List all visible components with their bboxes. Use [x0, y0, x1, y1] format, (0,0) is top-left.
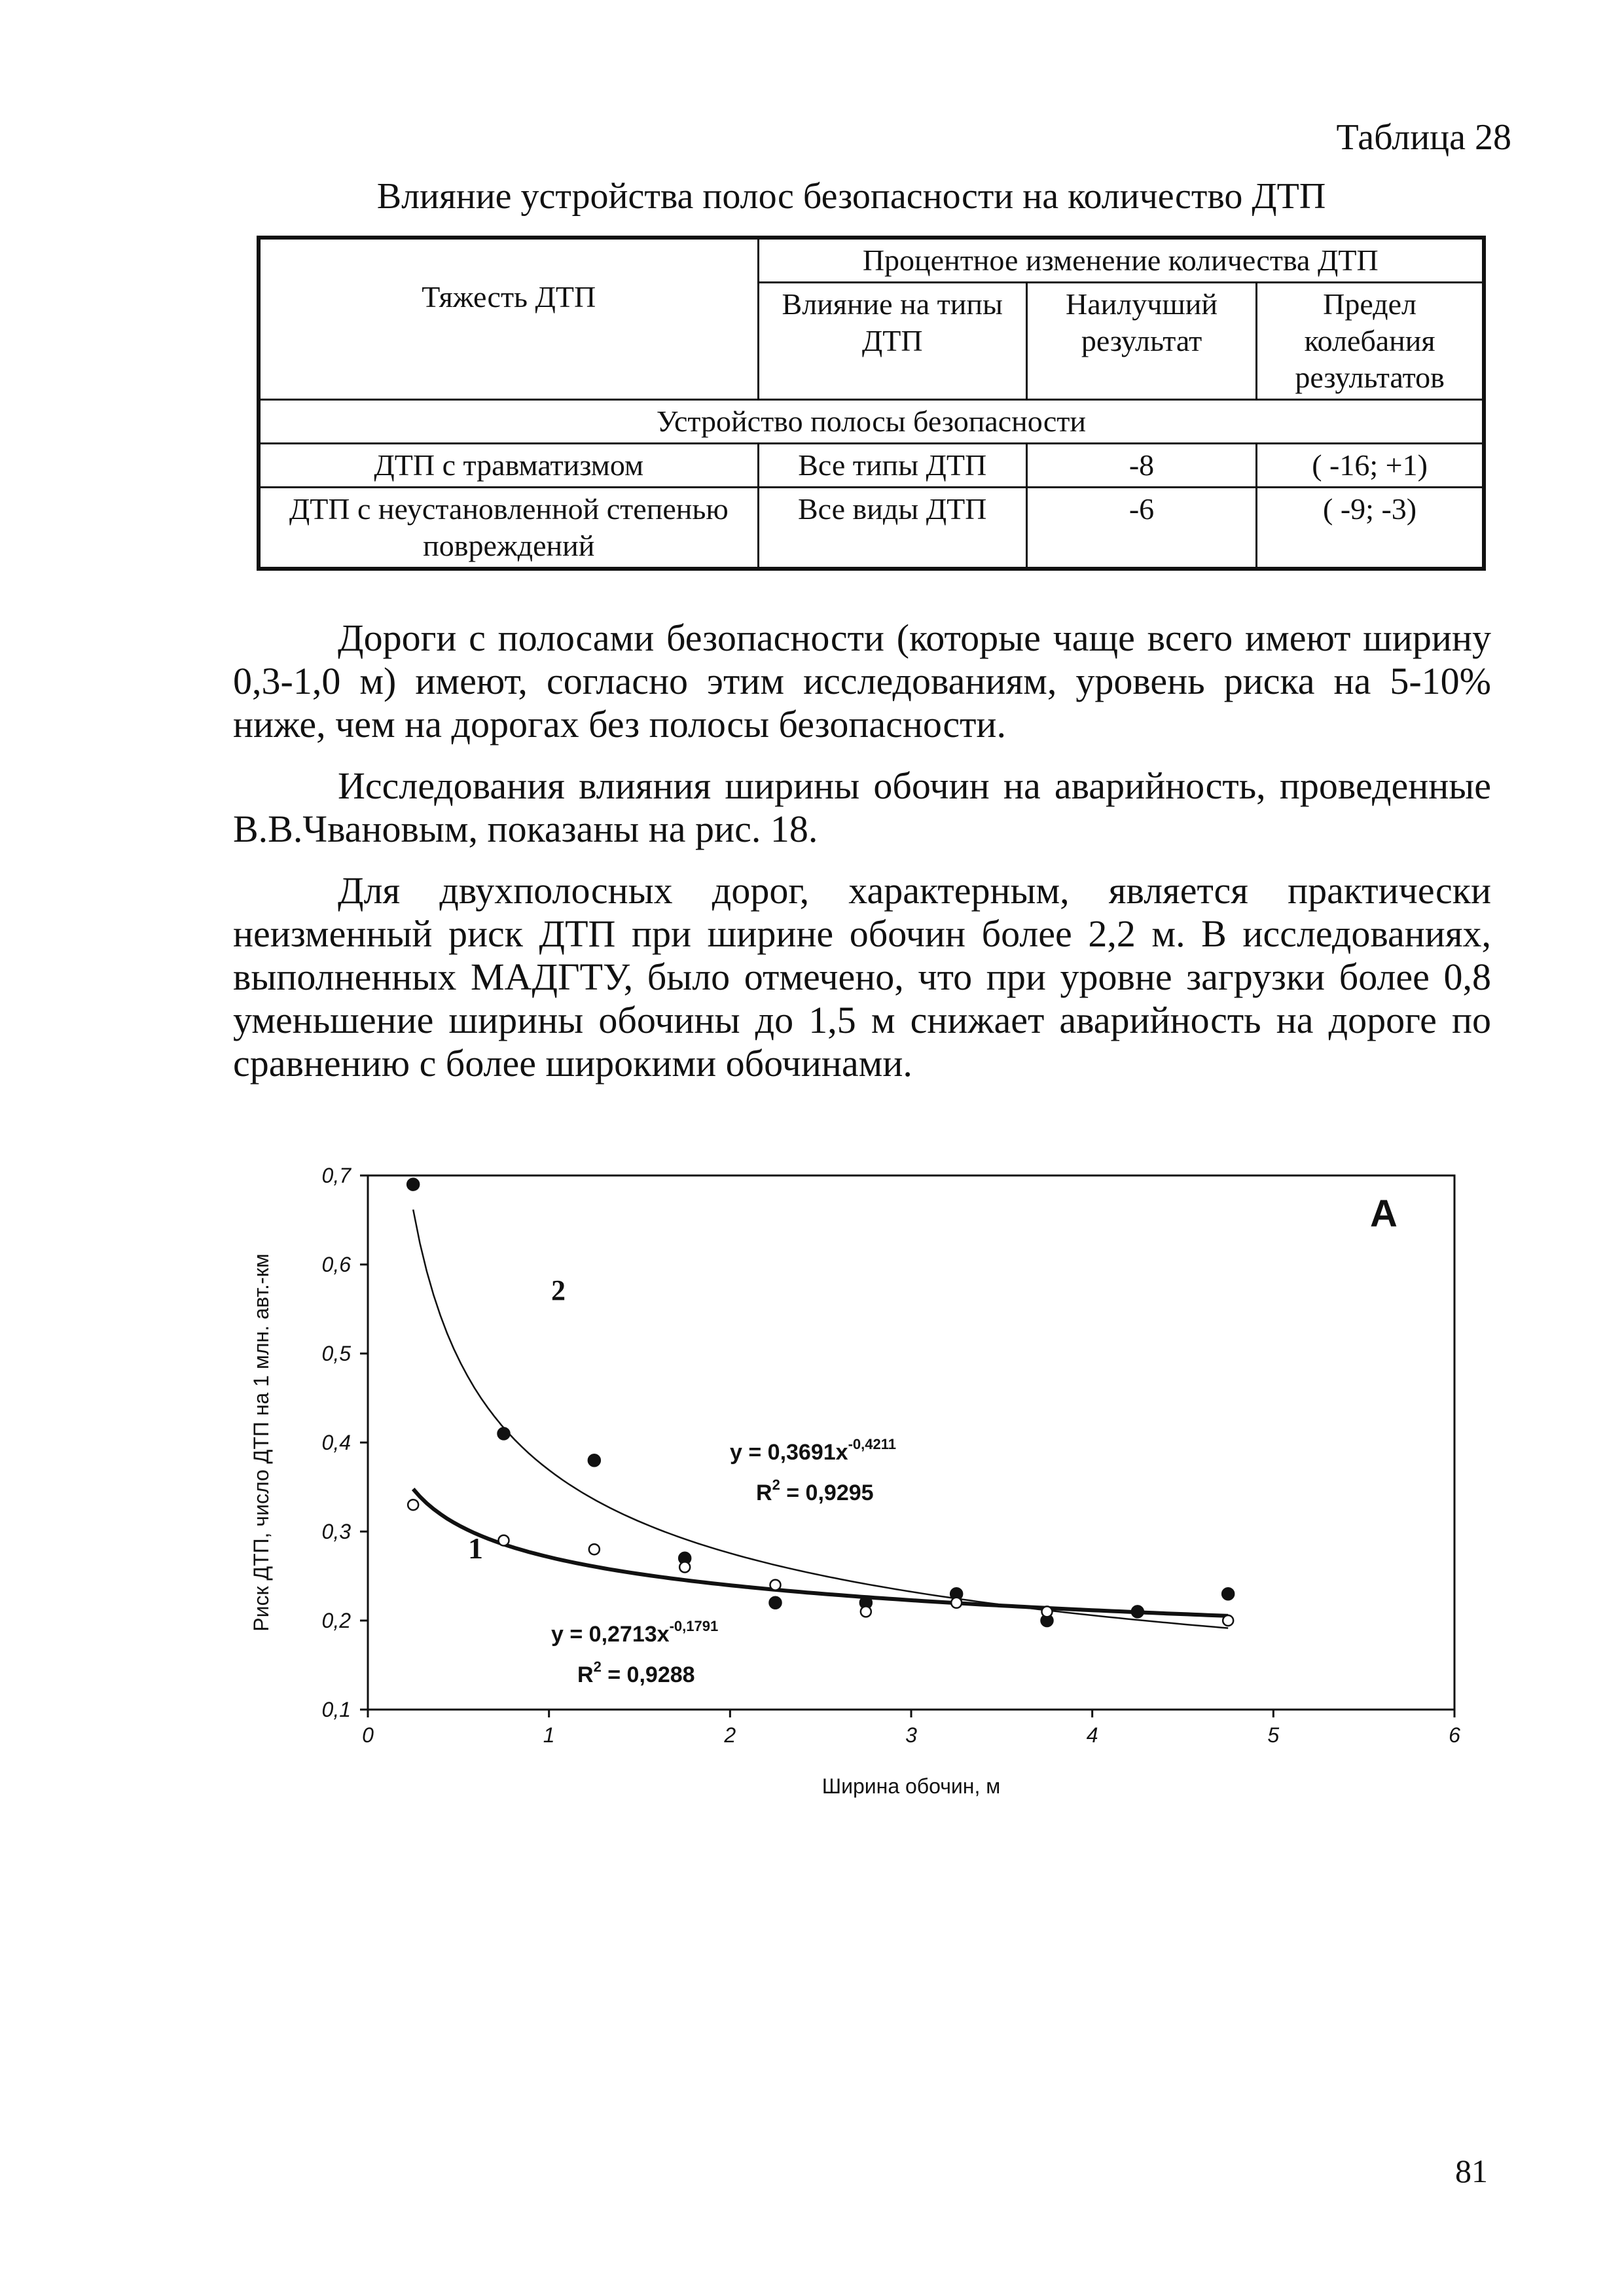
table-row [259, 488, 1484, 569]
cell-types: Все типы ДТП [758, 444, 1026, 488]
data-point-series-1 [408, 1499, 418, 1510]
data-point-series-2 [588, 1454, 600, 1466]
x-tick-label: 3 [905, 1723, 917, 1747]
page-number: 81 [1455, 2153, 1488, 2189]
panel-label: А [1370, 1193, 1398, 1235]
y-tick-label: 0,5 [321, 1342, 351, 1365]
header-types: Влияние на типы ДТП [758, 283, 1026, 400]
paragraph-1: Дороги с полосами безопасности (которые чаще всего имеют ширину 0,3-1,0 м) имеют, согласно этим исследованиям, уровень риска на 5-10% ниже, чем на дорогах без полосы безопасности. [233, 617, 1491, 745]
x-tick-label: 5 [1267, 1723, 1280, 1747]
equation-1-exponent: -0,1791 [669, 1618, 719, 1634]
section-row: Устройство полосы безопасности [259, 400, 1484, 444]
series-2-label: 2 [551, 1274, 566, 1306]
r2-1 [577, 1659, 695, 1687]
data-point-series-1 [679, 1562, 690, 1572]
cell-range: ( -16; +1) [1257, 444, 1484, 488]
r2-2-superscript: 2 [772, 1477, 780, 1493]
equation-2 [730, 1436, 896, 1465]
equation-1-base: y = 0,2713x [551, 1622, 670, 1647]
r2-2 [756, 1477, 874, 1505]
plot-area [368, 1175, 1454, 1710]
paragraph-3: Для двухполосных дорог, характерным, является практически неизменный риск ДТП при ширине обочин более 2,2 м. В исследованиях, выполненных МАДГТУ, было отмечено, что при уровне загрузки более 0,8 уменьшение ширины обочины до 1,5 м снижает аварийность на дороге по сравнению с более широкими обочинами. [233, 869, 1491, 1085]
y-tick-label: 0,6 [321, 1253, 351, 1276]
r2-2-base: R [756, 1480, 772, 1505]
equation-2-base: y = 0,3691x [730, 1440, 848, 1465]
paragraph-2: Исследования влияния ширины обочин на аварийность, проведенные В.В.Чвановым, показаны на рис. 18. [233, 764, 1491, 850]
data-point-series-1 [1042, 1606, 1053, 1617]
data-point-series-2 [407, 1179, 419, 1191]
data-point-series-1 [770, 1580, 781, 1590]
trend-line-series-2 [413, 1210, 1228, 1628]
cell-severity: ДТП с травматизмом [259, 444, 758, 488]
table-row [259, 444, 1484, 488]
data-point-series-1 [951, 1598, 962, 1608]
y-tick-label: 0,4 [321, 1431, 351, 1454]
series-1-label: 1 [468, 1532, 483, 1565]
header-range: Предел колебания результатов [1257, 283, 1484, 400]
data-point-series-2 [1132, 1605, 1144, 1617]
x-tick-label: 6 [1449, 1723, 1460, 1747]
r2-1-superscript: 2 [593, 1659, 602, 1675]
header-severity: Тяжесть ДТП [259, 238, 758, 400]
data-point-series-2 [498, 1427, 510, 1439]
data-point-series-2 [770, 1597, 782, 1609]
cell-severity: ДТП с неустановленной степенью повреждений [259, 488, 758, 569]
x-tick-label: 1 [543, 1723, 555, 1747]
y-axis-label: Риск ДТП, число ДТП на 1 млн. авт.-км [249, 1253, 273, 1632]
y-tick-label: 0,1 [321, 1698, 351, 1721]
cell-best: -8 [1026, 444, 1256, 488]
data-point-series-1 [499, 1535, 509, 1546]
x-tick-label: 4 [1086, 1723, 1098, 1747]
cell-best: -6 [1026, 488, 1256, 569]
x-tick-label: 2 [724, 1723, 736, 1747]
table-title: Влияние устройства полос безопасности на количество ДТП [376, 176, 1326, 217]
x-tick-label: 0 [362, 1723, 374, 1747]
data-point-series-1 [861, 1606, 871, 1617]
figure-18-chart [236, 1139, 1519, 1833]
y-tick-label: 0,7 [321, 1164, 351, 1187]
header-best: Наилучший результат [1026, 283, 1256, 400]
y-tick-label: 0,3 [321, 1520, 351, 1543]
data-point-series-2 [1222, 1588, 1234, 1600]
data-point-series-1 [1223, 1615, 1233, 1626]
header-change: Процентное изменение количества ДТП [758, 238, 1484, 283]
data-point-series-1 [589, 1544, 600, 1554]
r2-1-value: = 0,9288 [601, 1662, 695, 1687]
r2-1-base: R [577, 1662, 594, 1687]
table-number: Таблица 28 [1336, 117, 1511, 158]
equation-1 [551, 1618, 718, 1647]
table-28 [257, 236, 1486, 571]
y-tick-label: 0,2 [321, 1609, 351, 1632]
cell-range: ( -9; -3) [1257, 488, 1484, 569]
equation-2-exponent: -0,4211 [848, 1436, 896, 1452]
trend-line-series-1 [413, 1489, 1228, 1616]
cell-types: Все виды ДТП [758, 488, 1026, 569]
r2-2-value: = 0,9295 [780, 1480, 874, 1505]
x-axis-label: Ширина обочин, м [821, 1774, 1001, 1798]
